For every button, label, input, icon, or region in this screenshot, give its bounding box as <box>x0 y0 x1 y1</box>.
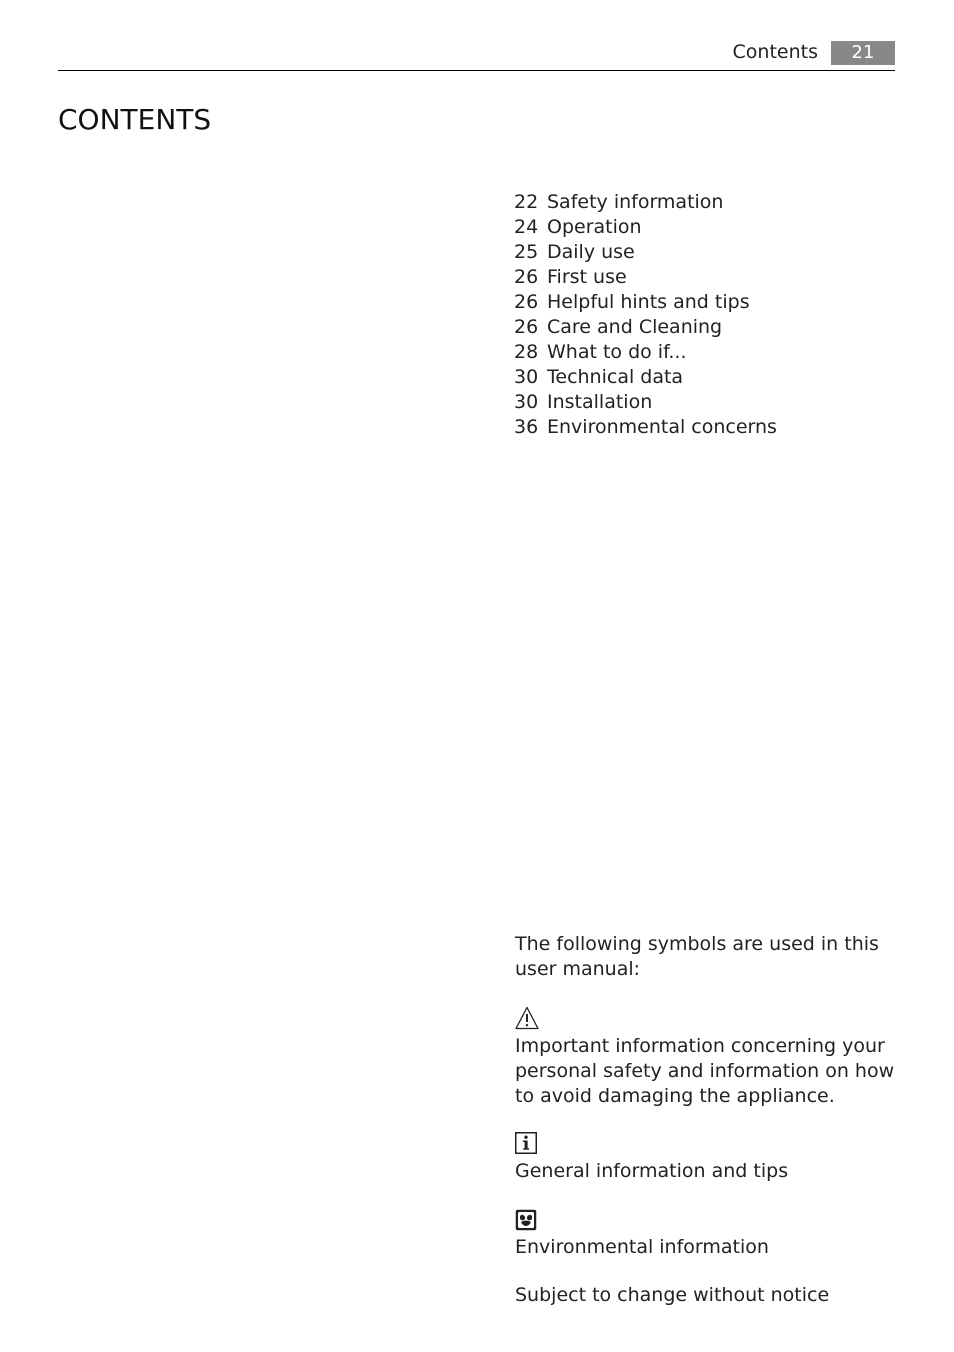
toc-item[interactable] <box>514 215 914 240</box>
info-description: General information and tips <box>515 1160 789 1182</box>
page-title: CONTENTS <box>58 103 212 136</box>
toc-item[interactable] <box>514 315 914 340</box>
change-notice: Subject to change without notice <box>515 1284 830 1306</box>
toc-page-number: 26 <box>514 291 539 313</box>
toc-page-number: 30 <box>514 391 539 413</box>
toc-title: Installation <box>547 391 653 413</box>
toc-item[interactable] <box>514 290 914 315</box>
toc-title: Care and Cleaning <box>547 316 723 338</box>
toc-page-number: 36 <box>514 416 539 438</box>
toc-title: What to do if... <box>547 341 687 363</box>
environment-description: Environmental information <box>515 1236 769 1258</box>
toc-title: Helpful hints and tips <box>547 291 750 313</box>
toc-item[interactable] <box>514 365 914 390</box>
toc-title: Operation <box>547 216 642 238</box>
toc-title: Safety information <box>547 191 724 213</box>
toc-title: Technical data <box>547 366 684 388</box>
toc-item[interactable] <box>514 340 914 365</box>
page-number-badge: 21 <box>831 41 895 65</box>
symbols-intro: The following symbols are used in this user manual: <box>515 933 879 980</box>
toc-item[interactable] <box>514 190 914 215</box>
toc-title: First use <box>547 266 627 288</box>
table-of-contents <box>514 190 914 440</box>
info-icon <box>515 1132 537 1154</box>
toc-page-number: 26 <box>514 316 539 338</box>
warning-description: Important information concerning your personal safety and information on how to avoid damaging the appliance. <box>515 1035 895 1107</box>
toc-page-number: 24 <box>514 216 539 238</box>
toc-item[interactable] <box>514 415 914 440</box>
warning-triangle-icon <box>515 1006 539 1030</box>
toc-title: Daily use <box>547 241 635 263</box>
toc-page-number: 28 <box>514 341 539 363</box>
environment-icon <box>515 1209 537 1231</box>
header-section-label: Contents <box>732 41 818 63</box>
toc-page-number: 22 <box>514 191 539 213</box>
toc-item[interactable] <box>514 240 914 265</box>
toc-page-number: 25 <box>514 241 539 263</box>
toc-item[interactable] <box>514 390 914 415</box>
header-rule <box>58 70 895 71</box>
toc-page-number: 26 <box>514 266 539 288</box>
toc-page-number: 30 <box>514 366 539 388</box>
toc-item[interactable] <box>514 265 914 290</box>
toc-title: Environmental concerns <box>547 416 777 438</box>
